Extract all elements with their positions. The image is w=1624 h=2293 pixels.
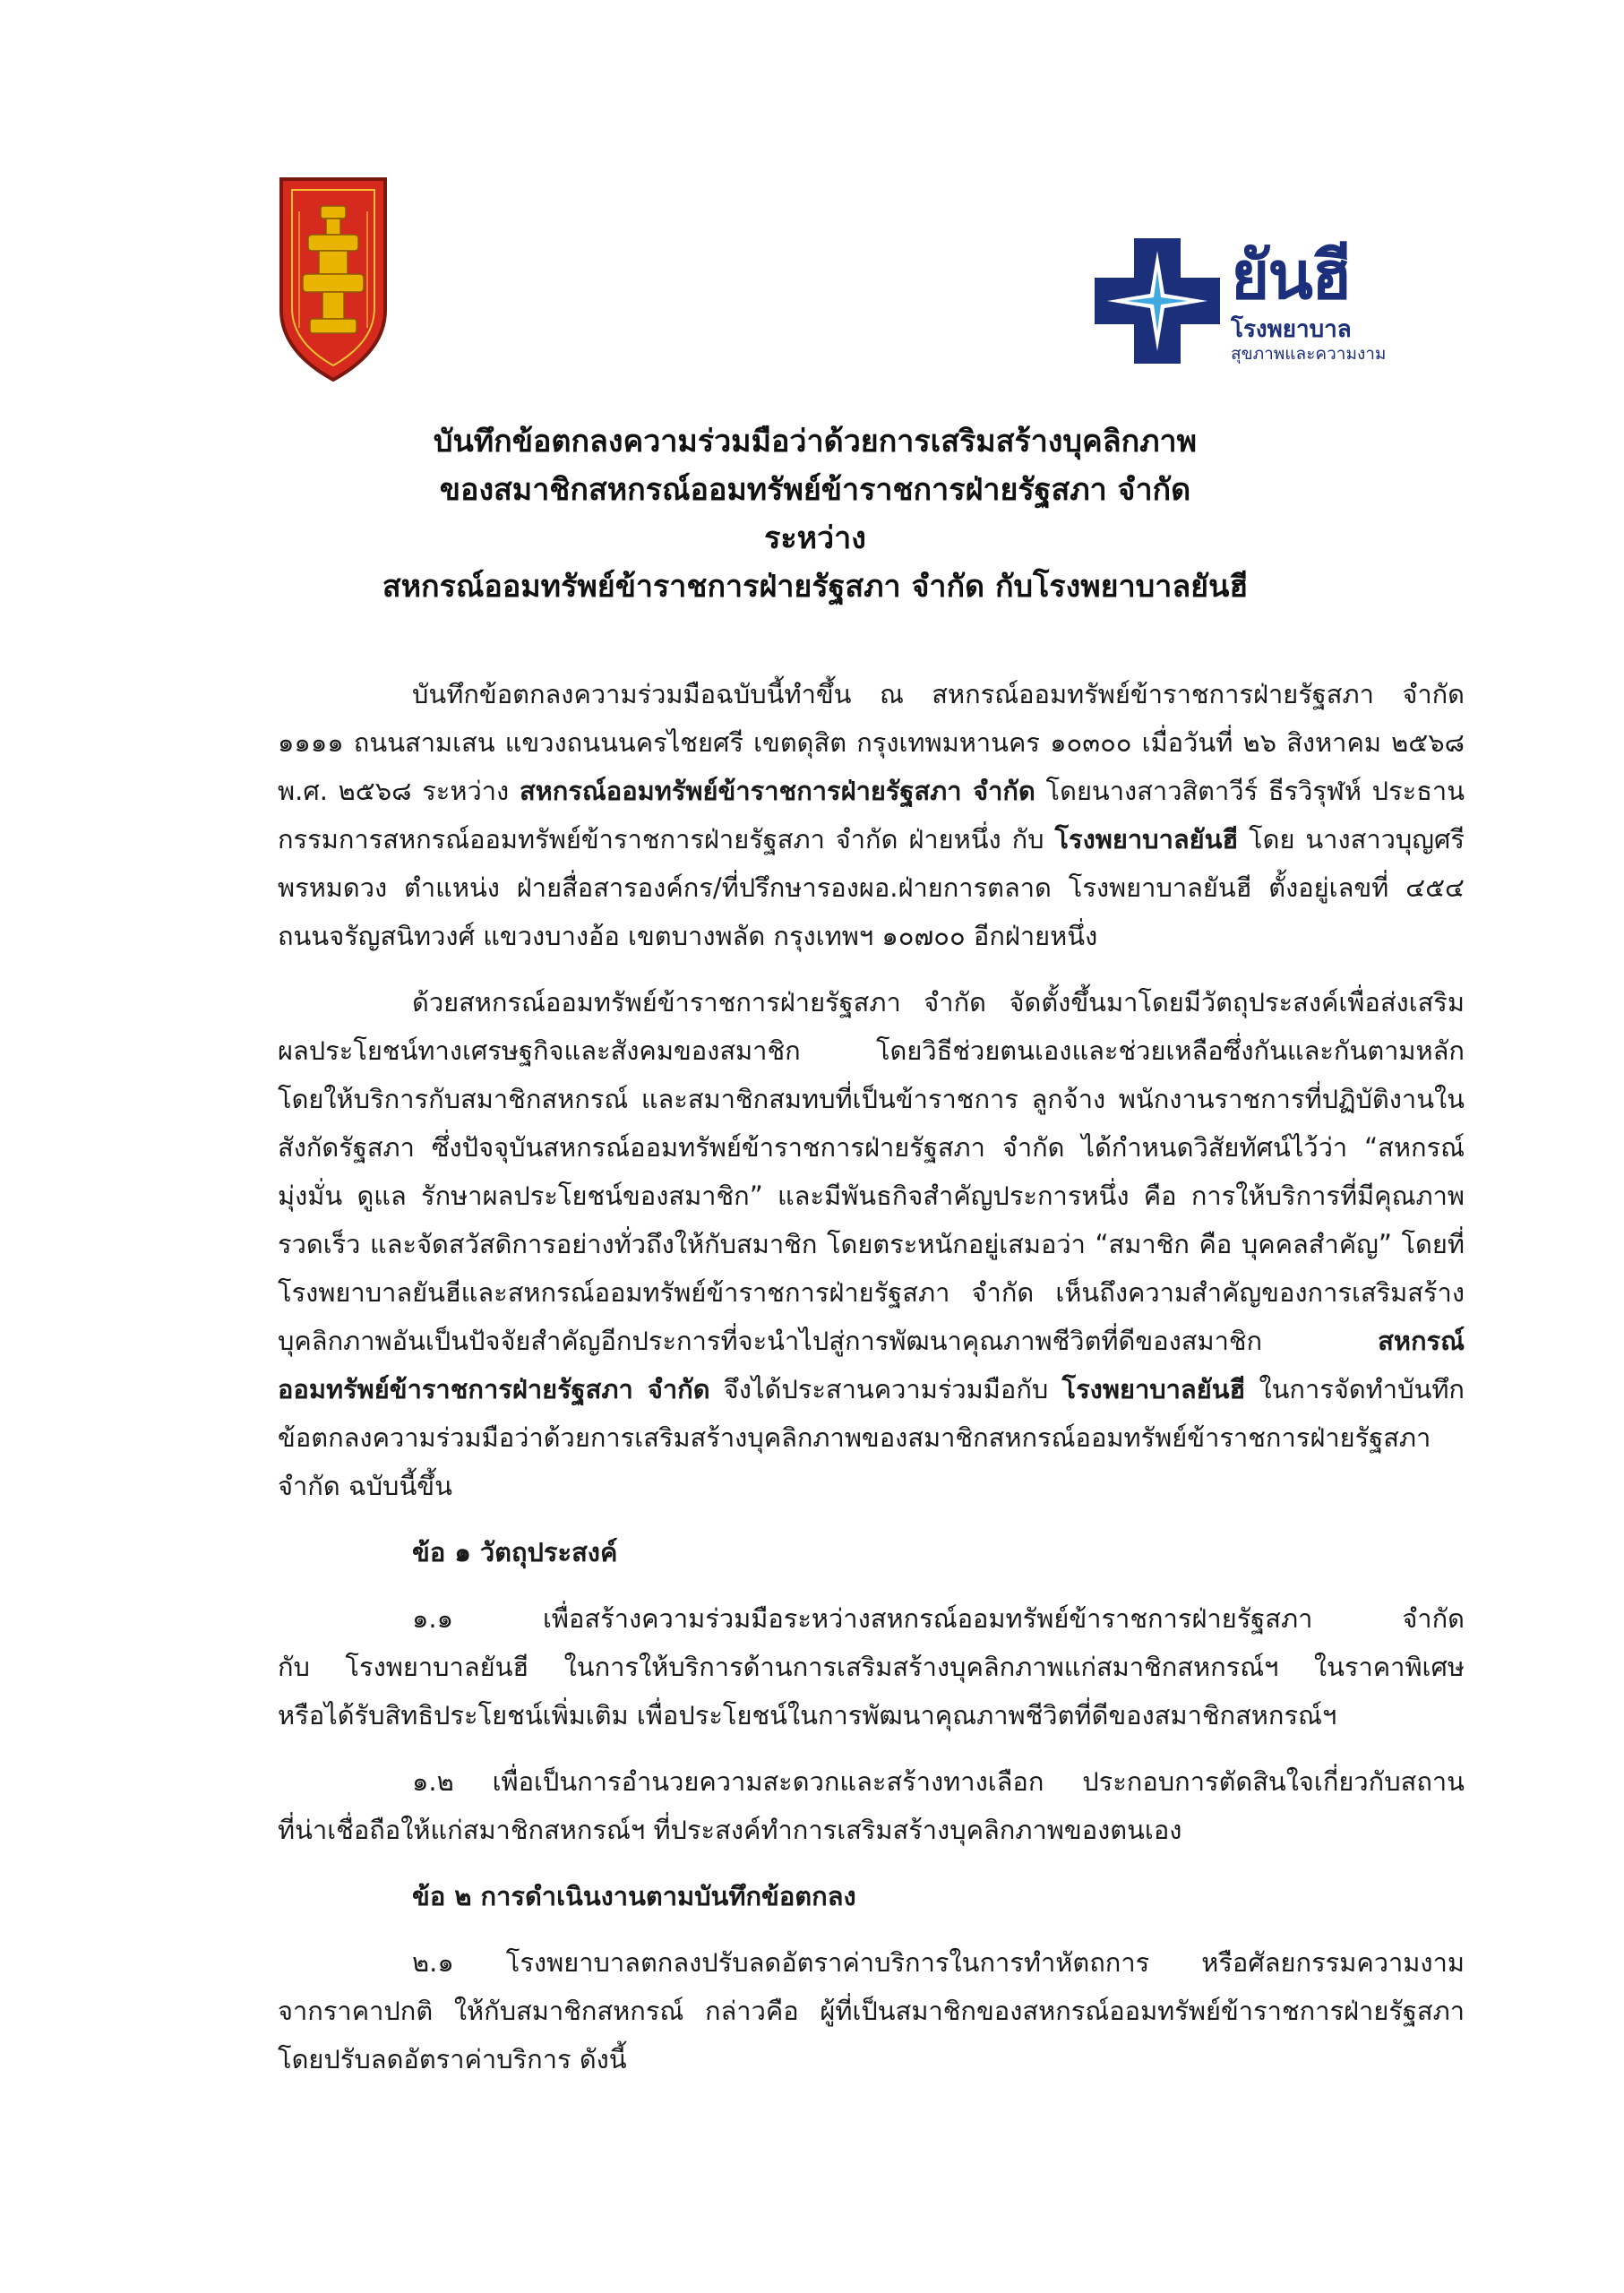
party-name: สหกรณ์ออมทรัพย์ข้าราชการฝ่ายรัฐสภา จำกัด	[519, 776, 1035, 806]
text-line: หรือได้รับสิทธิประโยชน์เพิ่มเติม เพื่อประโยชน์ในการพัฒนาคุณภาพชีวิตที่ดีของสมาชิกสหกรณ์ฯ	[278, 1700, 1337, 1730]
title-line: บันทึกข้อตกลงความร่วมมือว่าด้วยการเสริมสร้างบุคลิกภาพ	[433, 424, 1198, 459]
text-line: บุคลิกภาพอันเป็นปัจจัยสำคัญอีกประการที่จะนำไปสู่การพัฒนาคุณภาพชีวิตที่ดีของสมาชิก สหกรณ์	[278, 1326, 1465, 1356]
party-name: สหกรณ์	[1378, 1326, 1465, 1356]
text-line: บันทึกข้อตกลงความร่วมมือฉบับนี้ทำขึ้น ณ สหกรณ์ออมทรัพย์ข้าราชการฝ่ายรัฐสภา จำกัด	[412, 679, 1465, 709]
text-line: ๒.๑ โรงพยาบาลตกลงปรับลดอัตราค่าบริการในการทำหัตถการ หรือศัลยกรรมความงาม	[412, 1947, 1465, 1978]
text-line: สังกัดรัฐสภา ซึ่งปัจจุบันสหกรณ์ออมทรัพย์ข้าราชการฝ่ายรัฐสภา จำกัด ได้กำหนดวิสัยทัศน์ไว้ว่า “สหกรณ์	[278, 1132, 1465, 1163]
hospital-logo-name: ยันฮี	[1231, 237, 1351, 314]
section-heading: ข้อ ๒ การดำเนินงานตามบันทึกข้อตกลง	[412, 1881, 856, 1911]
cooperative-emblem-logo	[276, 176, 391, 383]
document-body	[278, 670, 1465, 2083]
hospital-cross-icon	[1091, 235, 1224, 367]
section-heading: ข้อ ๑ วัตถุประสงค์	[412, 1537, 618, 1567]
clause-1-1	[278, 1594, 1465, 1739]
text-line: ข้อตกลงความร่วมมือว่าด้วยการเสริมสร้างบุคลิกภาพของสมาชิกสหกรณ์ออมทรัพย์ข้าราชการฝ่ายรัฐสภา	[278, 1422, 1431, 1453]
hospital-logo	[1091, 235, 1449, 371]
clause-1-2	[278, 1757, 1465, 1854]
intro-paragraph	[278, 670, 1465, 960]
text-line: โดยปรับลดอัตราค่าบริการ ดังนี้	[278, 2044, 627, 2074]
title-line: ของสมาชิกสหกรณ์ออมทรัพย์ข้าราชการฝ่ายรัฐสภา จำกัด	[439, 472, 1191, 508]
document-title	[233, 417, 1397, 611]
text-line: พรหมดวง ตำแหน่ง ฝ่ายสื่อสารองค์กร/ที่ปรึกษารองผอ.ฝ่ายการตลาด โรงพยาบาลยันฮี ตั้งอยู่เลขที่ ๔๕๔	[278, 872, 1465, 903]
text-line: ๑.๒ เพื่อเป็นการอำนวยความสะดวกและสร้างทางเลือก ประกอบการตัดสินใจเกี่ยวกับสถาน	[412, 1766, 1465, 1797]
text-line: ๑๑๑๑ ถนนสามเสน แขวงถนนนครไชยศรี เขตดุสิต กรุงเทพมหานคร ๑๐๓๐๐ เมื่อวันที่ ๒๖ สิงหาคม ๒๕๖๘	[278, 727, 1465, 758]
text-line: โดยให้บริการกับสมาชิกสหกรณ์ และสมาชิกสมทบที่เป็นข้าราชการ ลูกจ้าง พนักงานราชการที่ปฏิบัติงานใน	[278, 1084, 1465, 1114]
text-line: จำกัด ฉบับนี้ขึ้น	[278, 1471, 452, 1501]
party-name: ออมทรัพย์ข้าราชการฝ่ายรัฐสภา จำกัด	[278, 1374, 710, 1404]
text-line: ที่น่าเชื่อถือให้แก่สมาชิกสหกรณ์ฯ ที่ประสงค์ทำการเสริมสร้างบุคลิกภาพของตนเอง	[278, 1815, 1182, 1845]
text-line: จากราคาปกติ ให้กับสมาชิกสหกรณ์ กล่าวคือ ผู้ที่เป็นสมาชิกของสหกรณ์ออมทรัพย์ข้าราชการฝ่ายรัฐสภา	[278, 1996, 1465, 2026]
text-line: กรรมการสหกรณ์ออมทรัพย์ข้าราชการฝ่ายรัฐสภา จำกัด ฝ่ายหนึ่ง กับ โรงพยาบาลยันฮี โดย นางสาวบุญศรี	[278, 824, 1465, 855]
text-line: ออมทรัพย์ข้าราชการฝ่ายรัฐสภา จำกัด จึงได้ประสานความร่วมมือกับ โรงพยาบาลยันฮี ในการจัดทำบันทึก	[278, 1374, 1465, 1404]
hospital-logo-tagline: สุขภาพและความงาม	[1231, 344, 1387, 364]
text-line: กับ โรงพยาบาลยันฮี ในการให้บริการด้านการเสริมสร้างบุคลิกภาพแก่สมาชิกสหกรณ์ฯ ในราคาพิเศษ	[278, 1652, 1465, 1682]
text-line: มุ่งมั่น ดูแล รักษาผลประโยชน์ของสมาชิก” และมีพันธกิจสำคัญประการหนึ่ง คือ การให้บริการที่มีคุณภาพ	[278, 1181, 1465, 1211]
text-line: ด้วยสหกรณ์ออมทรัพย์ข้าราชการฝ่ายรัฐสภา จำกัด จัดตั้งขึ้นมาโดยมีวัตถุประสงค์เพื่อส่งเสริม	[412, 987, 1465, 1018]
clause-2-1	[278, 1938, 1465, 2083]
text-line: ๑.๑ เพื่อสร้างความร่วมมือระหว่างสหกรณ์ออมทรัพย์ข้าราชการฝ่ายรัฐสภา จำกัด	[412, 1603, 1465, 1634]
background-paragraph	[278, 978, 1465, 1510]
hospital-logo-subtitle: โรงพยาบาล	[1231, 316, 1352, 343]
text-line: ผลประโยชน์ทางเศรษฐกิจและสังคมของสมาชิก โดยวิธีช่วยตนเองและช่วยเหลือซึ่งกันและกันตามหลัก	[278, 1035, 1465, 1066]
text-line: ถนนจรัญสนิทวงศ์ แขวงบางอ้อ เขตบางพลัด กรุงเทพฯ ๑๐๗๐๐ อีกฝ่ายหนึ่ง	[278, 921, 1098, 951]
text-line: พ.ศ. ๒๕๖๘ ระหว่าง สหกรณ์ออมทรัพย์ข้าราชการฝ่ายรัฐสภา จำกัด โดยนางสาวสิตาวีร์ ธีรวิรุฬห์ ประธาน	[278, 776, 1465, 806]
title-line: สหกรณ์ออมทรัพย์ข้าราชการฝ่ายรัฐสภา จำกัด กับโรงพยาบาลยันฮี	[382, 569, 1249, 605]
party-name: โรงพยาบาลยันฮี	[1054, 824, 1239, 855]
text-line: รวดเร็ว และจัดสวัสดิการอย่างทั่วถึงให้กับสมาชิก โดยตระหนักอยู่เสมอว่า “สมาชิก คือ บุคคลสำคัญ” โดยที่	[278, 1229, 1465, 1259]
text-line: โรงพยาบาลยันฮีและสหกรณ์ออมทรัพย์ข้าราชการฝ่ายรัฐสภา จำกัด เห็นถึงความสำคัญของการเสริมสร้าง	[278, 1277, 1465, 1308]
title-line: ระหว่าง	[764, 520, 866, 556]
party-name: โรงพยาบาลยันฮี	[1061, 1374, 1246, 1404]
